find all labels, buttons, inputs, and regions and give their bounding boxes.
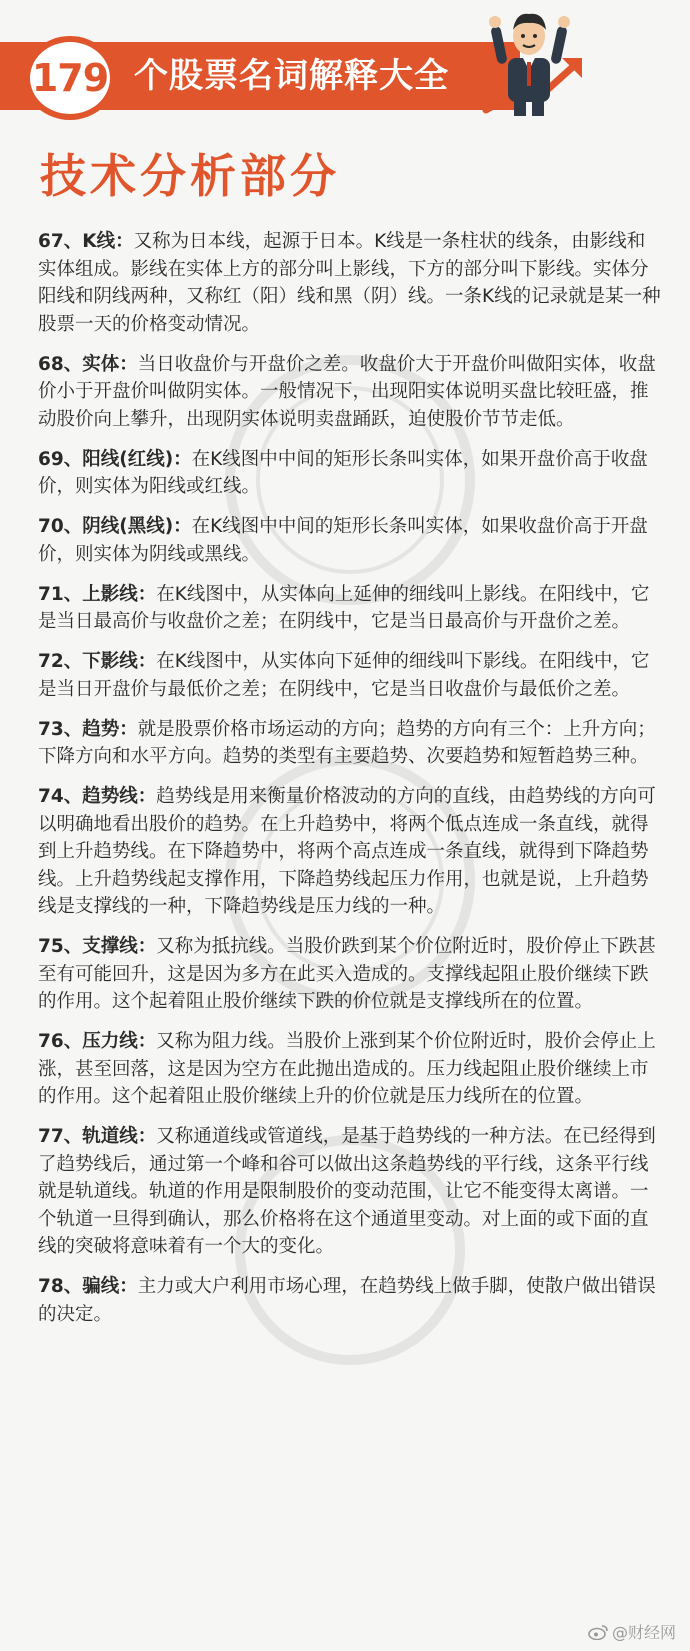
badge-number: 179 <box>31 56 109 100</box>
entry-term: 73、趋势： <box>38 718 138 740</box>
entry-text: 又称为阻力线。当股价上涨到某个价位附近时，股价会停止上涨，甚至回落，这是因为空方在此抛出造成的。压力线起阻止股价继续上市的作用。这个起着阻止股价继续上升的价位就是压力线所在的位置。 <box>38 1031 656 1107</box>
entry-text: 趋势线是用来衡量价格波动的方向的直线，由趋势线的方向可以明确地看出股价的趋势。在上升趋势中，将两个低点连成一条直线，就得到上升趋势线。在下降趋势中，将两个高点连成一条直线，就得到下降趋势线。上升趋势线起支撑作用，下降趋势线起压力作用，也就是说，上升趋势线是支撑线的一种，下降趋势线是压力线的一种。 <box>38 786 656 917</box>
entry-term: 78、骗线： <box>38 1276 138 1297</box>
entry-text: 就是股票价格市场运动的方向；趋势的方向有三个：上升方向；下降方向和水平方向。趋势的类型有主要趋势、次要趋势和短暂趋势三种。 <box>38 718 656 767</box>
entry-term: 75、支撑线： <box>38 936 157 957</box>
glossary-entry-73 <box>38 716 662 771</box>
glossary-entry-78 <box>38 1273 662 1328</box>
section-title: 技术分析部分 <box>40 149 340 203</box>
glossary-entry-70 <box>38 513 662 568</box>
entry-text: 在K线图中中间的矩形长条叫实体，如果开盘价高于收盘价，则实体为阳线或红线。 <box>38 448 648 497</box>
glossary-entry-71 <box>38 581 662 636</box>
page-title: 个股票名词解释大全 <box>134 56 449 96</box>
entry-term: 67、K线： <box>38 231 134 252</box>
entry-text: 当日收盘价与开盘价之差。收盘价大于开盘价叫做阳实体，收盘价小于开盘价叫做阴实体。一般情况下，出现阳实体说明买盘比较旺盛，推动股价向上攀升，出现阴实体说明卖盘踊跃，迫使股价节节走低。 <box>38 353 656 430</box>
source-watermark <box>588 1620 676 1643</box>
entry-term: 77、轨道线： <box>38 1126 157 1147</box>
weibo-icon <box>588 1624 608 1640</box>
entry-term: 76、压力线： <box>38 1031 157 1052</box>
entry-term: 74、趋势线： <box>38 786 157 807</box>
number-badge <box>24 36 116 120</box>
glossary-entry-76 <box>38 1028 662 1111</box>
entry-text: 又称为日本线，起源于日本。K线是一条柱状的线条，由影线和实体组成。影线在实体上方的部分叫上影线，下方的部分叫下影线。实体分阳线和阴线两种，又称红（阳）线和黑（阴）线。一条K线的记录就是某一种股票一天的价格变动情况。 <box>38 231 661 335</box>
entry-text: 又称为抵抗线。当股价跌到某个价位附近时，股价停止下跌甚至有可能回升，这是因为多方在此买入造成的。支撑线起阻止股价继续下跌的作用。这个起着阻止股价继续下跌的价位就是支撑线所在的位置。 <box>38 936 656 1012</box>
glossary-entry-75 <box>38 933 662 1016</box>
entry-term: 68、实体： <box>38 353 138 375</box>
entry-term: 69、阳线(红线)： <box>38 448 192 470</box>
glossary-entry-74 <box>38 783 662 921</box>
source-watermark-text: @财经网 <box>611 1623 676 1642</box>
entry-term: 72、下影线： <box>38 651 157 672</box>
businessman-mascot-icon <box>478 0 588 120</box>
glossary-entry-77 <box>38 1123 662 1261</box>
entry-text: 又称通道线或管道线，是基于趋势线的一种方法。在已经得到了趋势线后，通过第一个峰和谷可以做出这条趋势线的平行线，这条平行线就是轨道线。轨道的作用是限制股价的变动范围，让它不能变得太离谱。一个轨道一旦得到确认，那么价格将在这个通道里变动。对上面的或下面的直线的突破将意味着有一个大的变化。 <box>38 1126 656 1257</box>
glossary-entry-67 <box>38 228 662 338</box>
entry-term: 71、上影线： <box>38 583 157 605</box>
entry-text: 在K线图中中间的矩形长条叫实体，如果收盘价高于开盘价，则实体为阴线或黑线。 <box>38 516 648 565</box>
entry-text: 在K线图中，从实体向上延伸的细线叫上影线。在阳线中，它是当日最高价与收盘价之差；在阴线中，它是当日最高价与开盘价之差。 <box>38 583 650 632</box>
glossary-list <box>38 228 662 1341</box>
entry-text: 在K线图中，从实体向下延伸的细线叫下影线。在阳线中，它是当日开盘价与最低价之差；在阴线中，它是当日收盘价与最低价之差。 <box>38 651 650 700</box>
glossary-entry-72 <box>38 648 662 703</box>
glossary-entry-69 <box>38 446 662 501</box>
entry-term: 70、阴线(黑线)： <box>38 516 192 537</box>
glossary-entry-68 <box>38 351 662 434</box>
entry-text: 主力或大户利用市场心理，在趋势线上做手脚，使散户做出错误的决定。 <box>38 1276 656 1325</box>
